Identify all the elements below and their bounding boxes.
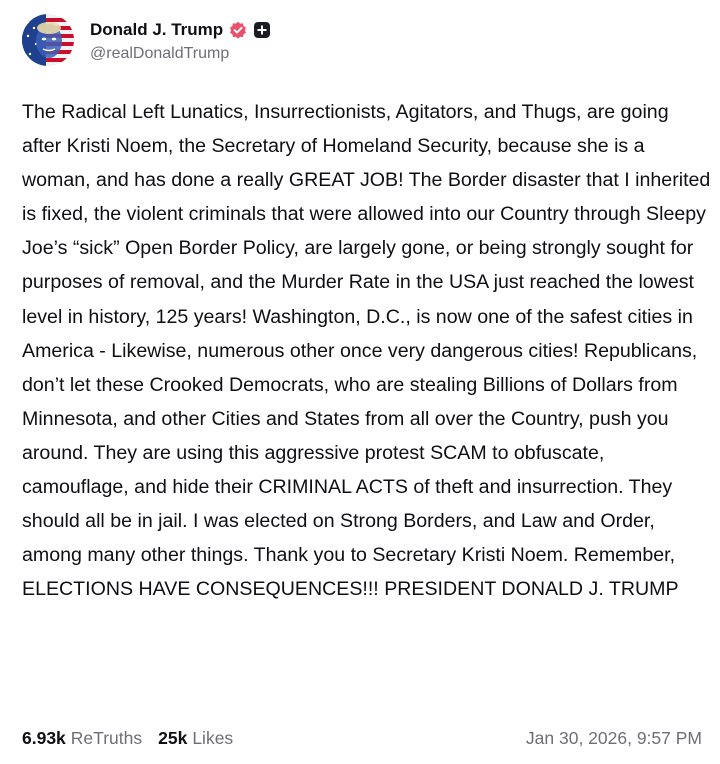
verified-badge-icon xyxy=(229,21,247,39)
retruths-label: ReTruths xyxy=(70,727,143,748)
retruths-count: 6.93k xyxy=(22,727,66,748)
post-footer xyxy=(22,722,702,754)
retruths-stat[interactable] xyxy=(22,728,142,749)
post-header xyxy=(22,12,271,68)
post-timestamp[interactable]: Jan 30, 2026, 9:57 PM xyxy=(525,727,702,748)
avatar-image xyxy=(22,14,74,66)
post-stats xyxy=(22,728,233,749)
display-name[interactable]: Donald J. Trump xyxy=(90,20,224,39)
post-text: The Radical Left Lunatics, Insurrectionists, Agitators, and Thugs, are going after Kristi Noem, the Secretary of Homeland Security, because she is a woman, and has done a really GREAT JOB! The Border disaster that I inherited is fixed, the violent criminals that were allowed into our Country through Sleepy Joe’s “sick” Open Border Policy, are largely gone, or being strongly sought for purposes of removal, and the Murder Rate in the USA just reached the lowest level in history, 125 years! Washington, D.C., is now one of the safest cities in America - Likewise, numerous other once very dangerous cities! Republicans, don’t let these Crooked Democrats, who are stealing Billions of Dollars from Minnesota, and other Cities and States from all over the Country, push you around. They are using this aggressive protest SCAM to obfuscate, camouflage, and hide their CRIMINAL ACTS of theft and insurrection. They should all be in jail. I was elected on Strong Borders, and Law and Order, among many other things. Thank you to Secretary Kristi Noem. Remember, ELECTIONS HAVE CONSEQUENCES!!! PRESIDENT DONALD J. TRUMP xyxy=(22,101,711,601)
author-handle[interactable]: @realDonaldTrump xyxy=(90,45,230,62)
avatar[interactable] xyxy=(22,14,74,66)
author-info xyxy=(90,17,271,63)
likes-count: 25k xyxy=(158,727,188,748)
name-row xyxy=(90,17,271,43)
likes-label: Likes xyxy=(192,727,234,748)
plus-badge-icon xyxy=(253,21,271,39)
likes-stat[interactable] xyxy=(158,728,233,749)
